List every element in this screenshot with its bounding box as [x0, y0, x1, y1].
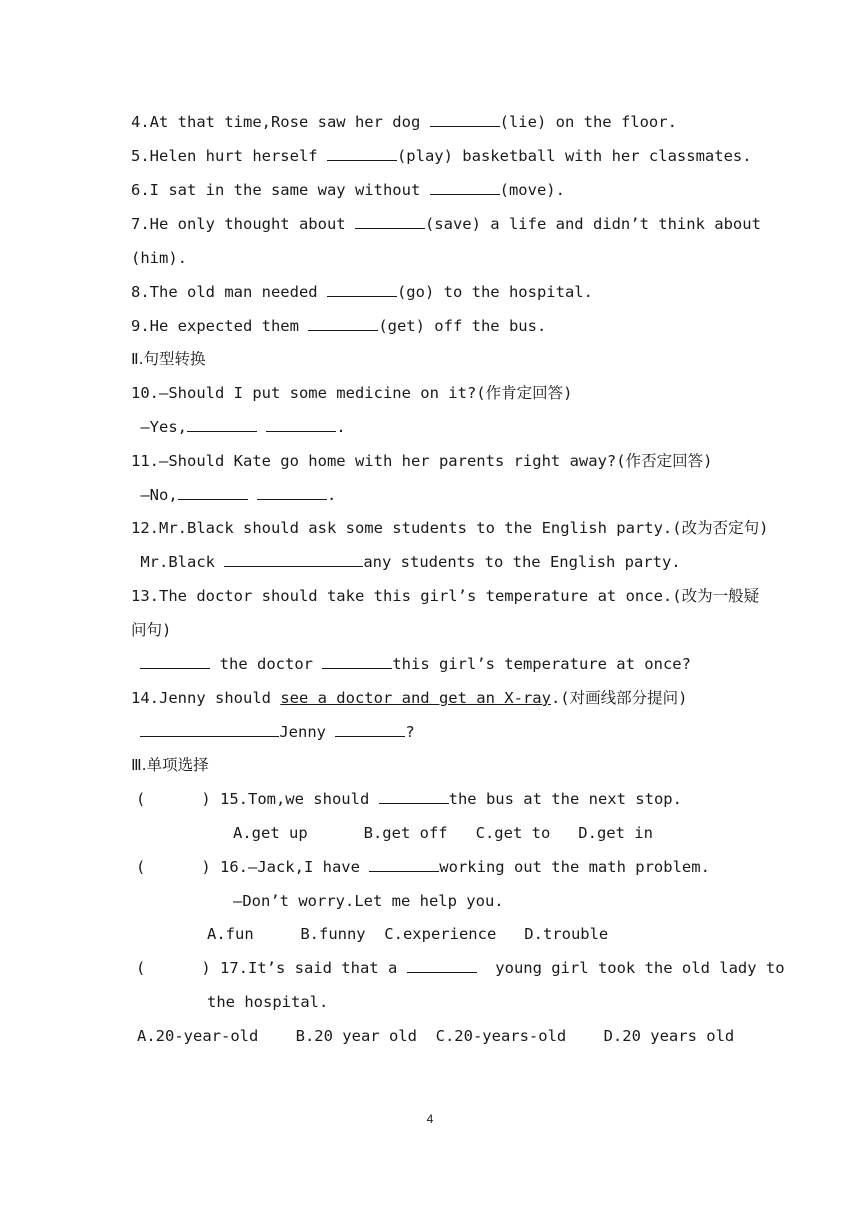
question-7: 7.He only thought about (save) a life and didn’t think about [131, 215, 761, 233]
answer-blank[interactable] [224, 552, 363, 567]
question-17-continued: the hospital. [207, 993, 329, 1011]
question-16-options[interactable]: A.fun B.funny C.experience D.trouble [207, 925, 609, 943]
question-12-answer: Mr.Black any students to the English party. [131, 553, 681, 571]
question-16-reply: —Don’t worry.Let me help you. [233, 892, 504, 910]
answer-blank[interactable] [327, 146, 397, 161]
answer-blank[interactable] [407, 958, 477, 973]
question-13-answer: the doctor this girl’s temperature at once? [131, 654, 691, 674]
answer-blank[interactable] [430, 180, 500, 195]
question-5: 5.Helen hurt herself (play) basketball with her classmates. [131, 147, 752, 165]
section-heading-3: Ⅲ.单项选择 [131, 756, 209, 774]
question-15-options[interactable]: A.get up B.get off C.get to D.get in [233, 824, 653, 842]
answer-blank[interactable] [187, 417, 257, 432]
answer-blank[interactable] [430, 112, 500, 127]
question-12: 12.Mr.Black should ask some students to the English party.(改为否定句) [131, 519, 769, 537]
answer-blank[interactable] [257, 485, 327, 500]
answer-blank[interactable] [322, 654, 392, 669]
answer-blank[interactable] [140, 654, 210, 669]
question-6: 6.I sat in the same way without (move). [131, 181, 565, 199]
page-number: 4 [426, 1112, 434, 1126]
question-9: 9.He expected them (get) off the bus. [131, 317, 547, 335]
question-17-options[interactable]: A.20-year-old B.20 year old C.20-years-old D.20 years old [137, 1027, 735, 1045]
question-16: ( ) 16.—Jack,I have working out the math problem. [136, 858, 710, 876]
question-17: ( ) 17.It’s said that a young girl took the old lady to [136, 959, 785, 977]
question-10: 10.—Should I put some medicine on it?(作肯定回答) [131, 384, 573, 402]
question-4: 4.At that time,Rose saw her dog (lie) on the floor. [131, 113, 677, 131]
answer-blank[interactable] [308, 316, 378, 331]
question-10-answer: —Yes, . [131, 418, 346, 436]
question-7-continued: (him). [131, 249, 187, 267]
question-11-answer: —No, . [131, 486, 337, 504]
answer-blank[interactable] [327, 282, 397, 297]
question-14: 14.Jenny should see a doctor and get an X-ray.(对画线部分提问) [131, 689, 688, 707]
question-11: 11.—Should Kate go home with her parents right away?(作否定回答) [131, 452, 713, 470]
underlined-phrase: see a doctor and get an X-ray [280, 689, 551, 707]
section-heading-2: Ⅱ.句型转换 [131, 350, 206, 368]
answer-blank[interactable] [369, 857, 439, 872]
answer-blank[interactable] [140, 722, 279, 737]
question-13-continued: 问句) [131, 621, 172, 639]
question-8: 8.The old man needed (go) to the hospital. [131, 283, 593, 301]
question-13: 13.The doctor should take this girl’s temperature at once.(改为一般疑 [131, 587, 760, 605]
answer-blank[interactable] [355, 214, 425, 229]
answer-blank[interactable] [266, 417, 336, 432]
answer-blank[interactable] [178, 485, 248, 500]
question-14-answer: Jenny ? [131, 722, 415, 742]
answer-blank[interactable] [379, 789, 449, 804]
answer-blank[interactable] [335, 722, 405, 737]
question-15: ( ) 15.Tom,we should the bus at the next stop. [136, 790, 682, 808]
